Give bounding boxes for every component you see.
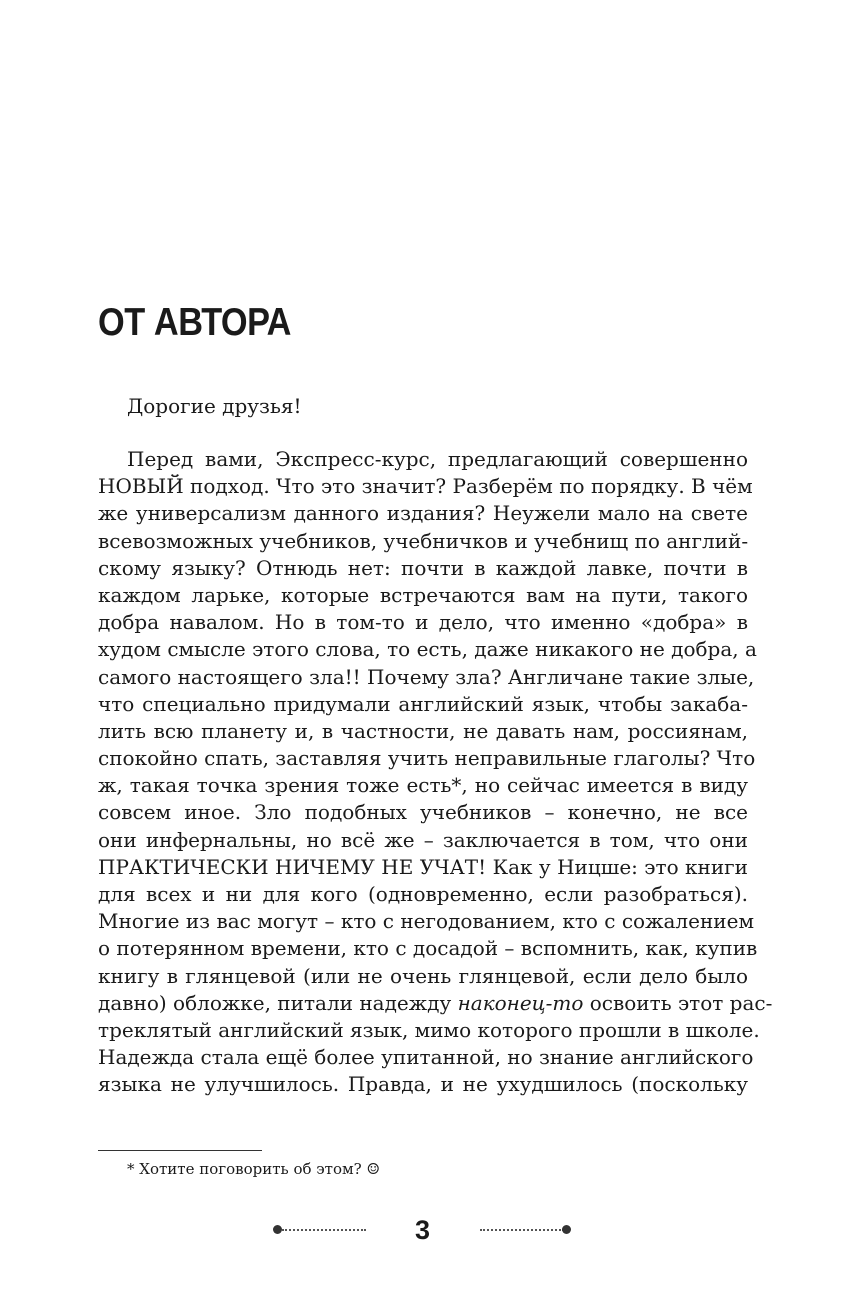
ornament-dot-icon bbox=[273, 1225, 282, 1234]
text-line: каждом ларьке, которые встречаются вам на пути, такого bbox=[98, 582, 748, 607]
text-line: Перед вами, Экспресс-курс, предлагающий совершенно bbox=[127, 447, 748, 471]
greeting: Дорогие друзья! bbox=[127, 394, 302, 418]
text-line: добра навалом. Но в том-то и дело, что именно «добра» в bbox=[98, 610, 748, 635]
text-line: спокойно спать, заставляя учить неправильные глаголы? Что bbox=[98, 746, 756, 771]
text-segment: давно) обложке, питали надежду bbox=[98, 990, 458, 1015]
text-line: для всех и ни для кого (одновременно, если разобраться). bbox=[98, 882, 748, 906]
text-line bbox=[98, 990, 773, 1017]
text-line: о потерянном времени, кто с досадой – вспомнить, как, купив bbox=[98, 936, 758, 961]
page-number: 3 bbox=[414, 1215, 431, 1245]
text-line: Многие из вас могут – кто с негодованием, кто с сожалением bbox=[98, 909, 755, 934]
text-line: ПРАКТИЧЕСКИ НИЧЕМУ НЕ УЧАТ! Как у Ницше: это книги bbox=[98, 854, 748, 879]
ornament-dot-icon bbox=[562, 1225, 571, 1234]
text-line: книгу в глянцевой (или не очень глянцевой, если дело было bbox=[98, 963, 748, 988]
chapter-title: ОТ АВТОРА bbox=[98, 301, 291, 344]
text-segment: освоить этот рас- bbox=[583, 990, 773, 1015]
page-footer bbox=[0, 1212, 845, 1248]
text-line: треклятый английский язык, мимо которого прошли в школе. bbox=[98, 1017, 760, 1042]
text-line: всевозможных учебников, учебничков и учебнищ по англий- bbox=[98, 528, 749, 553]
text-line: ж, такая точка зрения тоже есть*, но сейчас имеется в виду bbox=[98, 773, 748, 798]
footnote-rule bbox=[98, 1150, 262, 1151]
text-line: Надежда стала ещё более упитанной, но знание английского bbox=[98, 1045, 754, 1070]
text-line: самого настоящего зла!! Почему зла? Англичане такие злые, bbox=[98, 664, 755, 689]
text-line: скому языку? Отнюдь нет: почти в каждой лавке, почти в bbox=[98, 555, 748, 580]
text-line: они инфернальны, но всё же – заключается в том, что они bbox=[98, 827, 748, 852]
text-line: что специально придумали английский язык, чтобы закаба- bbox=[98, 691, 748, 716]
footnote: * Хотите поговорить об этом? ☺ bbox=[127, 1160, 380, 1178]
text-line: языка не улучшилось. Правда, и не ухудшилось (поскольку bbox=[98, 1072, 748, 1097]
dotted-ornament-left bbox=[282, 1229, 366, 1231]
text-line: же универсализм данного издания? Неужели мало на свете bbox=[98, 501, 748, 526]
text-line: худом смысле этого слова, то есть, даже никакого не добра, а bbox=[98, 637, 757, 662]
text-line: НОВЫЙ подход. Что это значит? Разберём по порядку. В чём bbox=[98, 474, 753, 499]
text-line: лить всю планету и, в частности, не давать нам, россиянам, bbox=[98, 718, 748, 743]
italic-emphasis: наконец-то bbox=[457, 990, 584, 1015]
body-paragraph bbox=[98, 446, 773, 1099]
dotted-ornament-right bbox=[480, 1229, 564, 1231]
text-line: совсем иное. Зло подобных учебников – конечно, не все bbox=[98, 800, 748, 825]
